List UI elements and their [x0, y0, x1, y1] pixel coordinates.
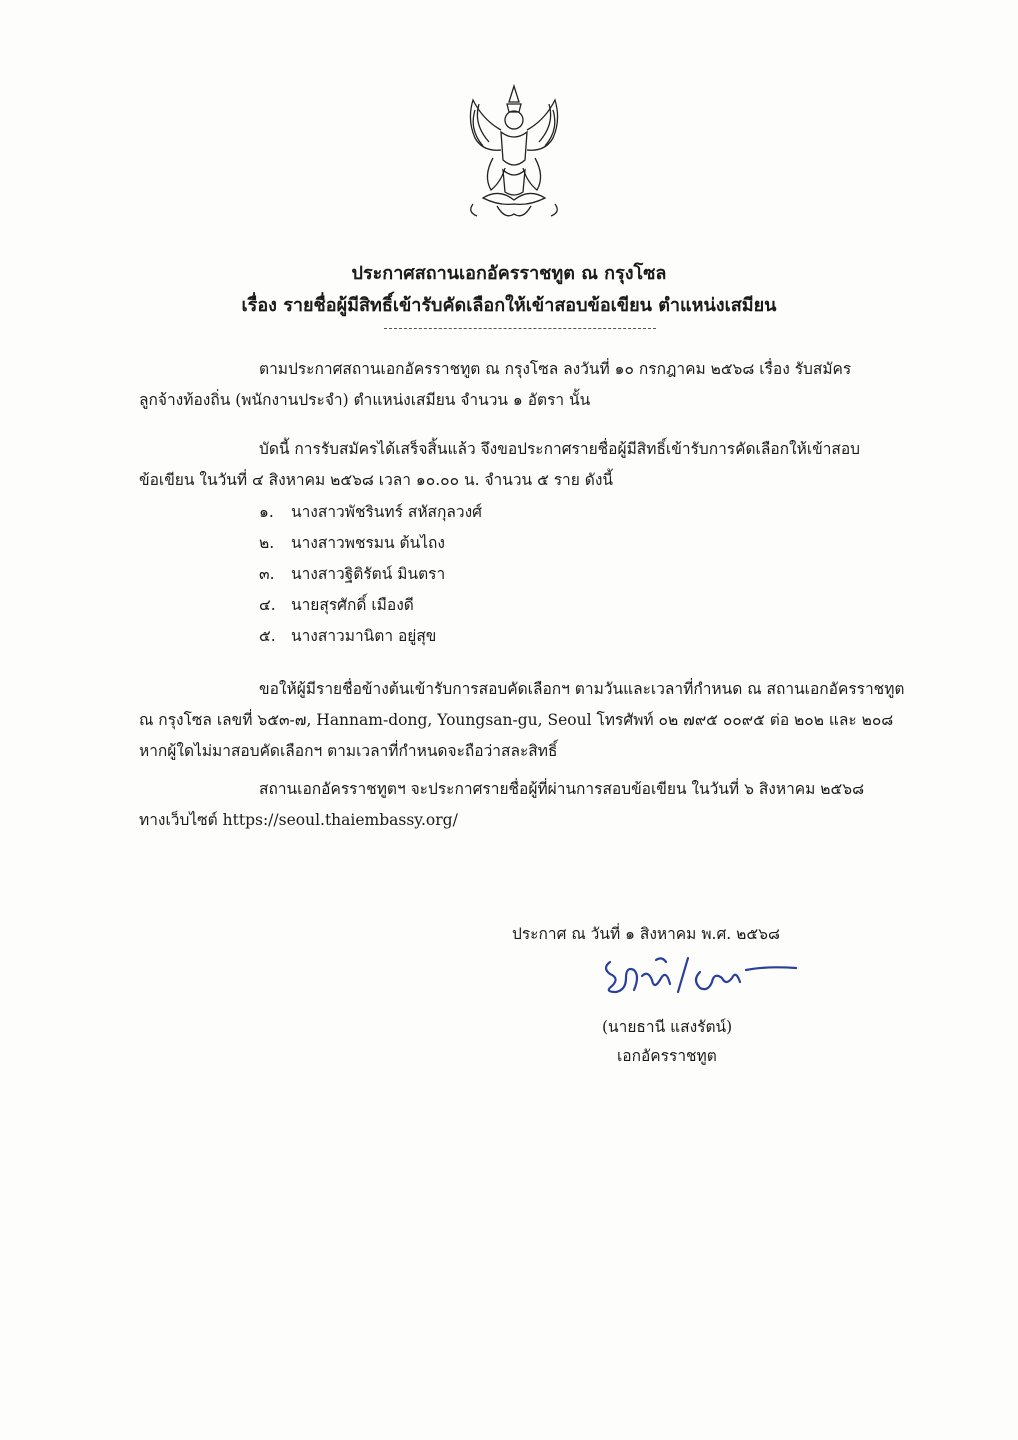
candidate-name: นางสาวพชรมน ต้นไถง — [291, 534, 445, 552]
paragraph-line: ข้อเขียน ในวันที่ ๔ สิงหาคม ๒๕๖๘ เวลา ๑๐.๐๐ น. จำนวน ๕ ราย ดังนี้ — [139, 471, 613, 489]
paragraph-line: ตามประกาศสถานเอกอัครราชทูต ณ กรุงโซล ลงวันที่ ๑๐ กรกฎาคม ๒๕๖๘ เรื่อง รับสมัคร — [259, 360, 852, 378]
title-divider — [384, 328, 656, 329]
paragraph-line: ลูกจ้างท้องถิ่น (พนักงานประจำ) ตำแหน่งเสมียน จำนวน ๑ อัตรา นั้น — [139, 391, 591, 409]
list-number: ๑. — [259, 503, 274, 521]
paragraph-announcement — [139, 434, 929, 496]
garuda-emblem-icon — [453, 80, 575, 230]
paragraph-line: ทางเว็บไซต์ https://seoul.thaiembassy.org/ — [139, 811, 458, 829]
handwritten-signature-icon — [596, 950, 806, 1005]
paragraph-line: สถานเอกอัครราชทูตฯ จะประกาศรายชื่อผู้ที่ผ่านการสอบข้อเขียน ในวันที่ ๖ สิงหาคม ๒๕๖๘ — [259, 780, 865, 798]
list-number: ๔. — [259, 596, 276, 614]
paragraph-line: ขอให้ผู้มีรายชื่อข้างต้นเข้ารับการสอบคัดเลือกฯ ตามวันและเวลาที่กำหนด ณ สถานเอกอัครราชทูต — [259, 680, 905, 698]
candidate-list — [259, 497, 482, 652]
announcement-title: ประกาศสถานเอกอัครราชทูต ณ กรุงโซล — [351, 263, 667, 284]
list-item — [259, 528, 482, 559]
list-item — [259, 590, 482, 621]
candidate-name: นายสุรศักดิ์ เมืองดี — [291, 596, 414, 614]
paragraph-reference — [139, 354, 929, 416]
announcement-subject: เรื่อง รายชื่อผู้มีสิทธิ์เข้ารับคัดเลือกให้เข้าสอบข้อเขียน ตำแหน่งเสมียน — [241, 295, 777, 316]
announcement-date: ประกาศ ณ วันที่ ๑ สิงหาคม พ.ศ. ๒๕๖๘ — [512, 925, 780, 943]
paragraph-line: หากผู้ใดไม่มาสอบคัดเลือกฯ ตามเวลาที่กำหนดจะถือว่าสละสิทธิ์ — [139, 742, 558, 760]
list-number: ๕. — [259, 627, 276, 645]
candidate-name: นางสาวมานิตา อยู่สุข — [291, 627, 437, 645]
list-number: ๓. — [259, 565, 275, 583]
list-item — [259, 497, 482, 528]
paragraph-exam-location — [139, 674, 929, 767]
candidate-name: นางสาวพัชรินทร์ สหัสกุลวงศ์ — [291, 503, 482, 521]
paragraph-results — [139, 774, 929, 836]
paragraph-line: ณ กรุงโซล เลขที่ ๖๕๓-๗, Hannam-dong, Youngsan-gu, Seoul โทรศัพท์ ๐๒ ๗๙๕ ๐๐๙๕ ต่อ ๒๐๒ และ ๒๐๘ — [139, 711, 894, 729]
list-item — [259, 621, 482, 652]
candidate-name: นางสาวฐิติรัตน์ มินตรา — [291, 565, 446, 583]
list-number: ๒. — [259, 534, 275, 552]
paragraph-line: บัดนี้ การรับสมัครได้เสร็จสิ้นแล้ว จึงขอประกาศรายชื่อผู้มีสิทธิ์เข้ารับการคัดเลือกให้เข้าสอบ — [259, 440, 861, 458]
list-item — [259, 559, 482, 590]
signer-name: (นายธานี แสงรัตน์) — [602, 1018, 733, 1036]
signer-position: เอกอัครราชทูต — [617, 1047, 717, 1065]
